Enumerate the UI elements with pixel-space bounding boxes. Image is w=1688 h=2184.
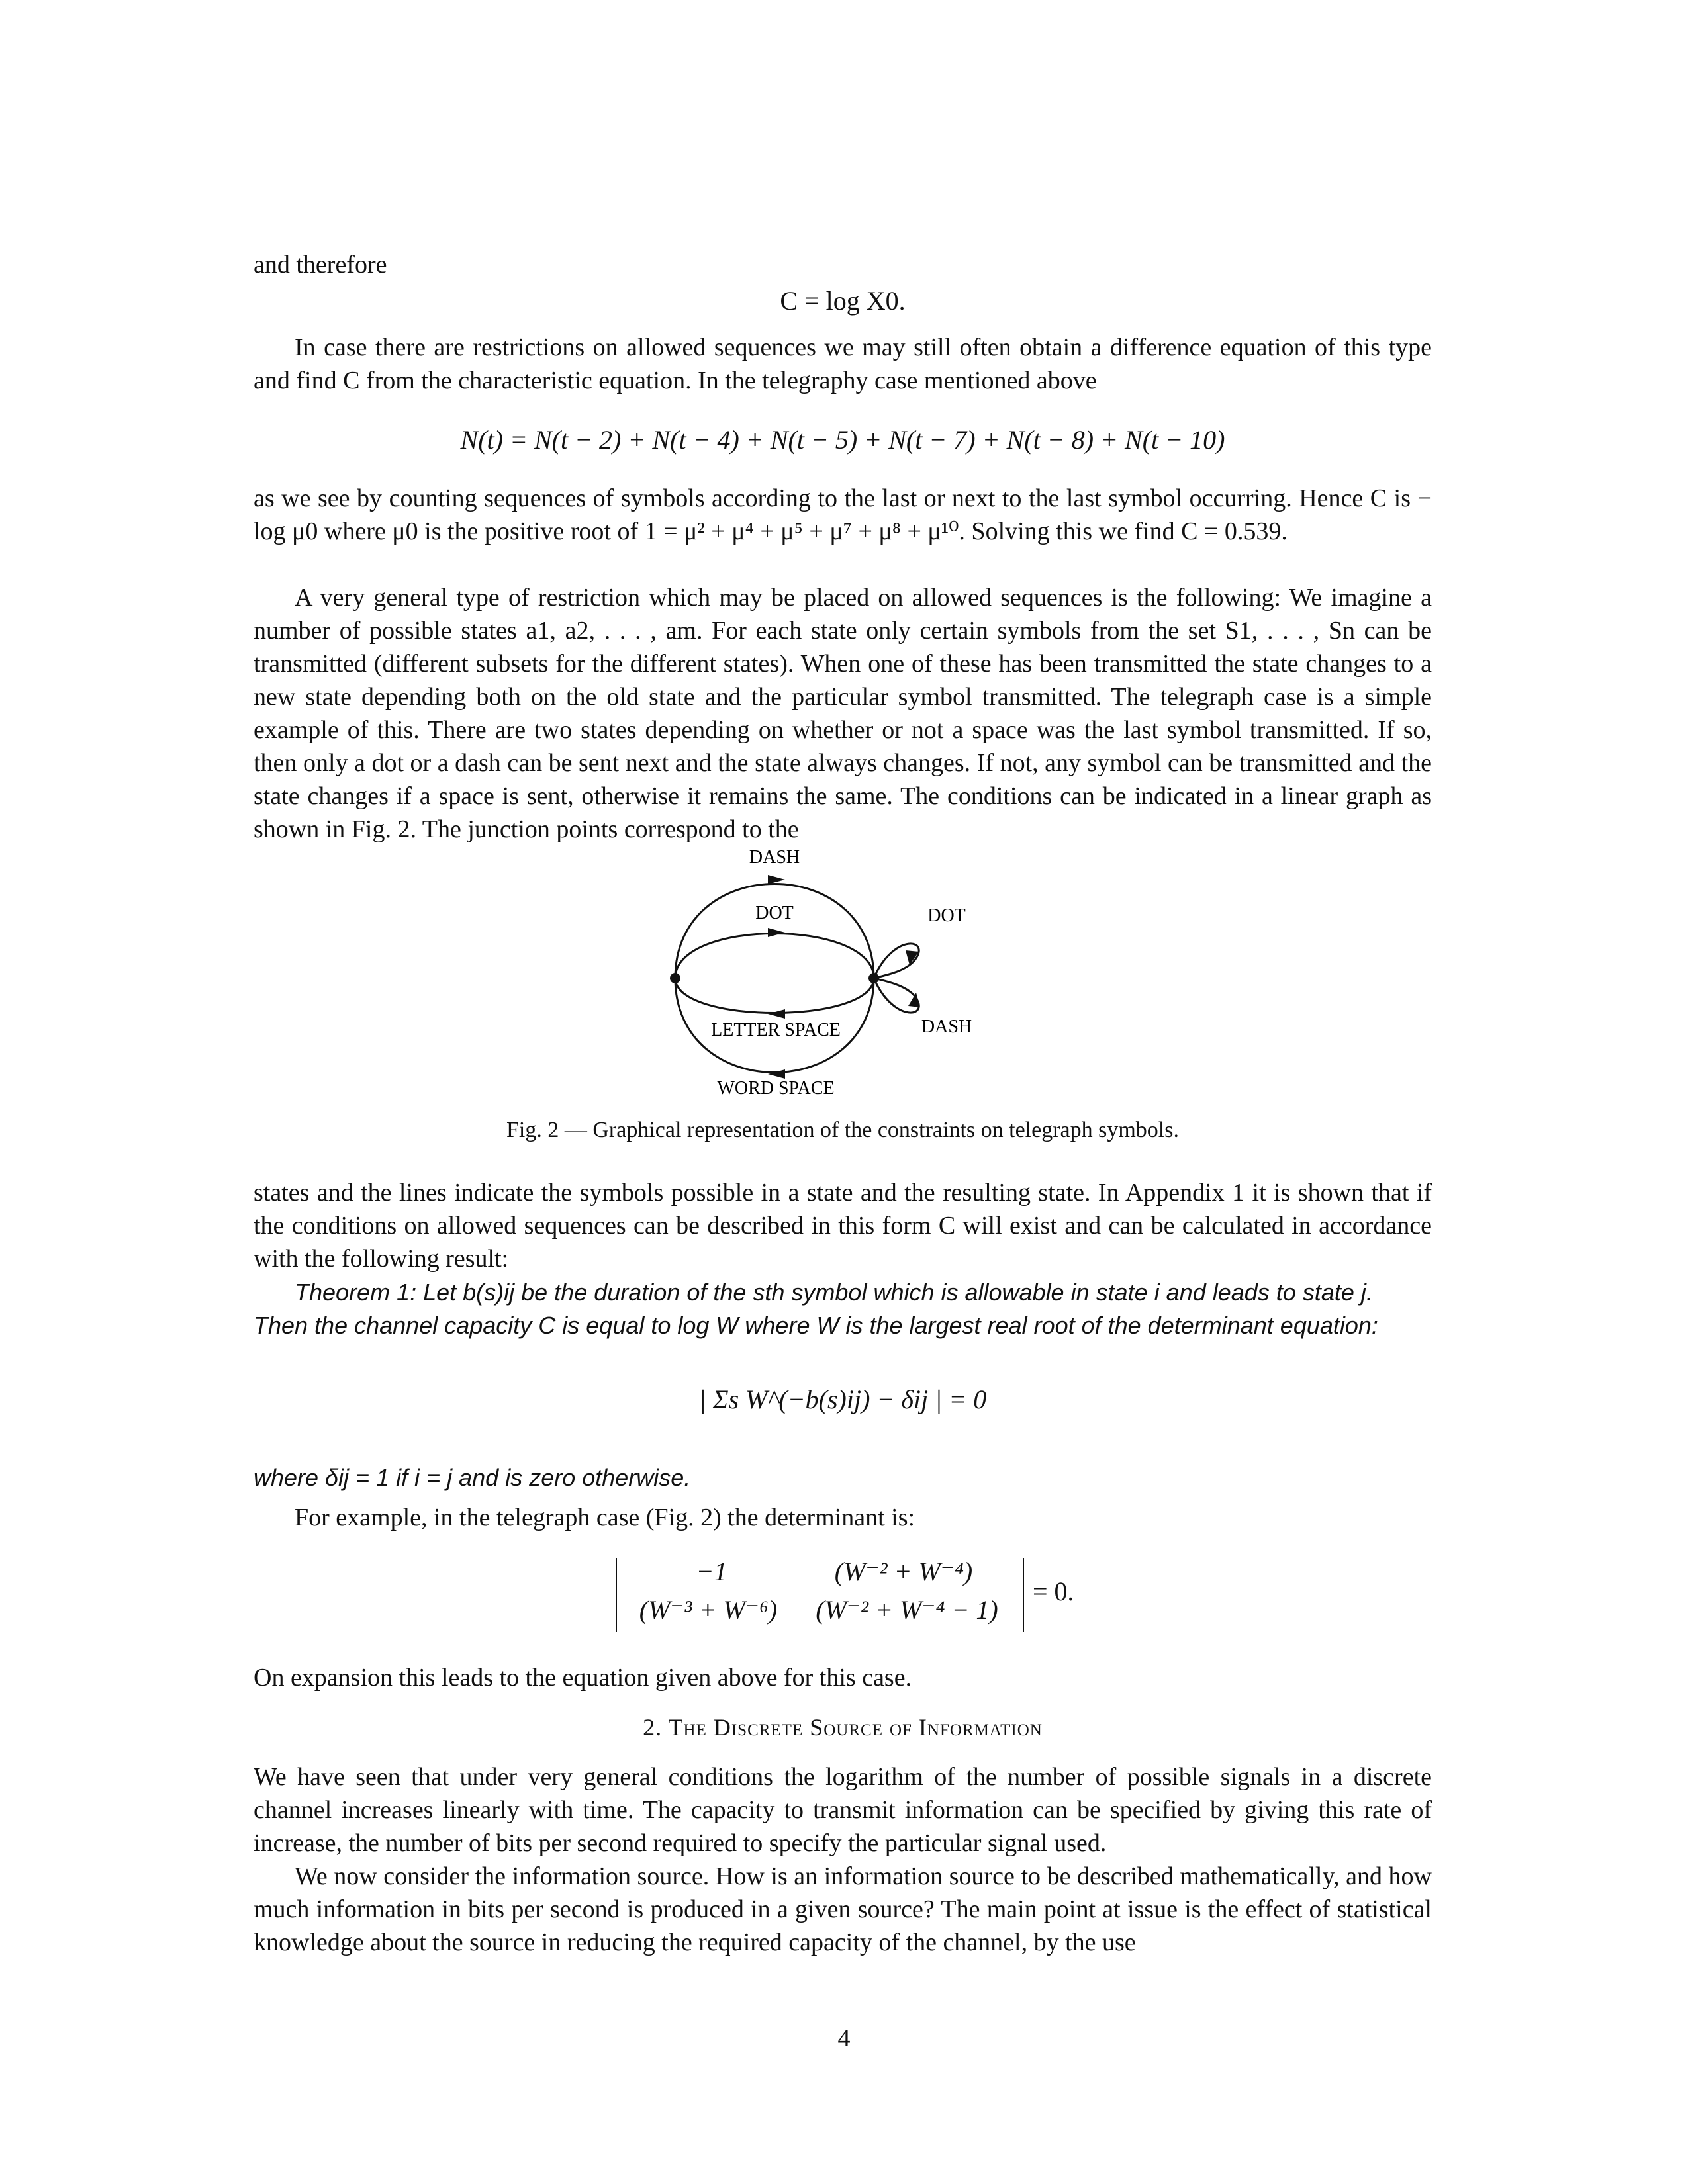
label-dash-loop: DASH	[921, 1017, 972, 1037]
matrix-r2c1: (W⁻³ + W⁻⁶)	[639, 1595, 778, 1625]
edge-dot	[675, 934, 874, 979]
equation-difference: N(t) = N(t − 2) + N(t − 4) + N(t − 5) + N(t − 7) + N(t − 8) + N(t − 10)	[460, 425, 1225, 455]
equation-capacity: C = log X0.	[780, 286, 906, 316]
equation-determinant-general: | Σs W^(−b(s)ij) − δij | = 0	[698, 1385, 987, 1414]
paragraph-states: states and the lines indicate the symbols possible in a state and the resulting state. In Appendix 1 it is shown that if the conditions on allowed sequences can be described in this form C will exist and can be calculated in accordance with the following result:	[254, 1179, 1432, 1273]
label-dash-top: DASH	[749, 847, 800, 868]
equation-determinant-telegraph	[616, 1555, 1079, 1641]
section-heading: 2. The Discrete Source of Information	[643, 1714, 1043, 1741]
label-dot-inner: DOT	[755, 903, 794, 923]
arrow-dash	[768, 875, 785, 884]
telegraph-state-graph	[635, 846, 1046, 1111]
loop-dash	[874, 978, 919, 1013]
label-dot-loop: DOT	[927, 905, 966, 926]
edge-letter-space	[675, 978, 874, 1013]
paragraph-counting: as we see by counting sequences of symbols according to the last or next to the last symbol occurring. Hence C is − log μ0 where μ0 is the positive root of 1 = μ² + μ⁴ + μ⁵ + μ⁷ + μ⁸ + μ¹⁰. Solving this we find C = 0.539.	[254, 484, 1432, 545]
state-node-left	[670, 973, 680, 983]
determinant-bar-left	[616, 1558, 617, 1632]
matrix-rhs: = 0.	[1033, 1576, 1074, 1606]
text-where-delta: where δij = 1 if i = j and is zero otherwise.	[254, 1464, 691, 1491]
text-and-therefore: and therefore	[254, 251, 387, 279]
paragraph-information-source: We now consider the information source. How is an information source to be described mathematically, and how much information in bits per second is produced in a given source? The main point at issue is the effect of statistical knowledge about the source in reducing the required capacity of the channel, by the use	[254, 1862, 1432, 1956]
page-number: 4	[837, 2025, 851, 2052]
text-example: For example, in the telegraph case (Fig. 2) the determinant is:	[295, 1504, 915, 1531]
matrix-r1c1: −1	[696, 1557, 727, 1586]
label-letter-space: LETTER SPACE	[711, 1020, 841, 1040]
paragraph-general-restriction: A very general type of restriction which may be placed on allowed sequences is the following: We imagine a number of possible states a1, a2, . . . , am. For each state only certain symbols from the set S1, . . . , Sn can be transmitted (different subsets for the different states). When one of these has been transmitted the state changes to a new state depending both on the old state and the particular symbol transmitted. The telegraph case is a simple example of this. There are two states depending on whether or not a space was the last symbol transmitted. If so, then only a dot or a dash can be sent next and the state always changes. If not, any symbol can be transmitted and the state changes if a space is sent, otherwise it remains the same. The conditions can be indicated in a linear graph as shown in Fig. 2. The junction points correspond to the	[254, 584, 1432, 843]
state-node-right	[868, 973, 879, 983]
paragraph-restrictions: In case there are restrictions on allowed sequences we may still often obtain a difference equation of this type and find C from the characteristic equation. In the telegraphy case mentioned above	[254, 334, 1432, 394]
text-expansion: On expansion this leads to the equation given above for this case.	[254, 1664, 912, 1692]
arrow-letter-space	[768, 1009, 785, 1019]
determinant-bar-right	[1023, 1558, 1024, 1632]
arrow-dot	[768, 928, 785, 937]
matrix-r2c2: (W⁻² + W⁻⁴ − 1)	[816, 1595, 998, 1625]
figure-caption: Fig. 2 — Graphical representation of the constraints on telegraph symbols.	[506, 1118, 1179, 1142]
theorem-line-2: Then the channel capacity C is equal to log W where W is the largest real root of the determinant equation:	[254, 1312, 1378, 1339]
arrow-word-space	[768, 1069, 785, 1079]
theorem-line-1: Theorem 1: Let b(s)ij be the duration of the sth symbol which is allowable in state i and leads to state j.	[295, 1279, 1373, 1306]
label-word-space: WORD SPACE	[717, 1078, 835, 1099]
matrix-r1c2: (W⁻² + W⁻⁴)	[834, 1557, 973, 1586]
paragraph-discrete-channel: We have seen that under very general conditions the logarithm of the number of possible signals in a discrete channel increases linearly with time. The capacity to transmit information can be specified by giving this rate of increase, the number of bits per second required to specify the particular signal used.	[254, 1763, 1432, 1857]
